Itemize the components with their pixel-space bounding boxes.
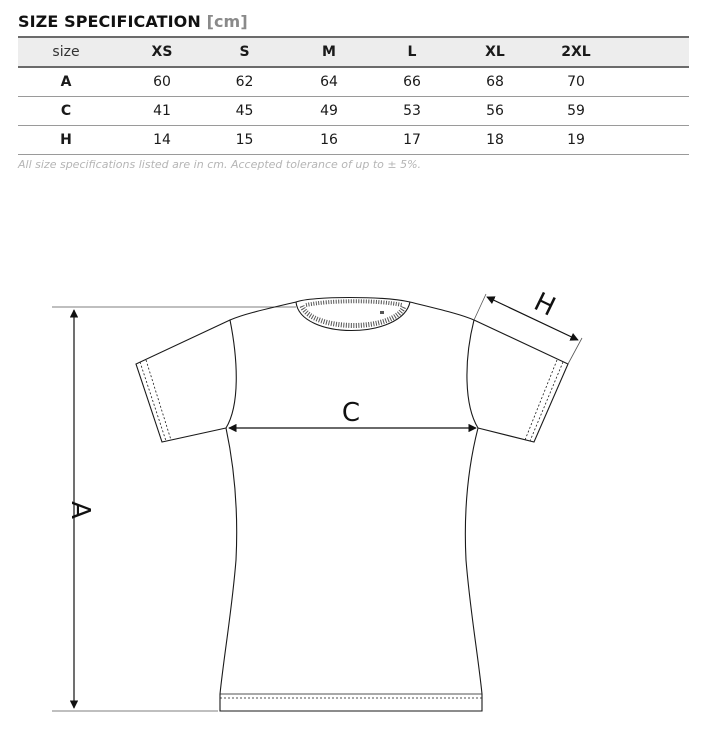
title-unit: [cm] bbox=[206, 12, 248, 31]
table-cell: 53 bbox=[379, 97, 445, 126]
table-cell: 68 bbox=[445, 67, 545, 97]
header-2xl: 2XL bbox=[545, 37, 607, 67]
table-cell: 19 bbox=[545, 126, 607, 155]
table-cell: 59 bbox=[545, 97, 607, 126]
dimension-h bbox=[474, 287, 582, 364]
table-cell: 18 bbox=[445, 126, 545, 155]
table-cell: 66 bbox=[379, 67, 445, 97]
table-cell: 56 bbox=[445, 97, 545, 126]
table-cell: 45 bbox=[210, 97, 279, 126]
dimension-c bbox=[229, 398, 476, 428]
row-label: H bbox=[18, 126, 114, 155]
label-h: H bbox=[529, 287, 560, 323]
tolerance-note: All size specifications listed are in cm. Accepted tolerance of up to ± 5%. bbox=[18, 158, 422, 171]
header-m: M bbox=[279, 37, 379, 67]
header-xs: XS bbox=[114, 37, 210, 67]
table-cell: 14 bbox=[114, 126, 210, 155]
header-xl: XL bbox=[445, 37, 545, 67]
header-s: S bbox=[210, 37, 279, 67]
collar bbox=[296, 298, 410, 331]
dimension-a bbox=[52, 307, 296, 711]
table-cell: 49 bbox=[279, 97, 379, 126]
table-cell: 41 bbox=[114, 97, 210, 126]
table-cell: 60 bbox=[114, 67, 210, 97]
header-l: L bbox=[379, 37, 445, 67]
row-label: A bbox=[18, 67, 114, 97]
label-a: A bbox=[65, 501, 95, 519]
table-cell: 17 bbox=[379, 126, 445, 155]
row-label: C bbox=[18, 97, 114, 126]
header-size: size bbox=[18, 37, 114, 67]
table-cell: 64 bbox=[279, 67, 379, 97]
title-main: SIZE SPECIFICATION bbox=[18, 12, 201, 31]
label-c: C bbox=[341, 398, 361, 428]
tshirt-outline bbox=[136, 302, 568, 711]
table-cell: 70 bbox=[545, 67, 607, 97]
table-cell: 15 bbox=[210, 126, 279, 155]
table-cell: 62 bbox=[210, 67, 279, 97]
table-cell: 16 bbox=[279, 126, 379, 155]
